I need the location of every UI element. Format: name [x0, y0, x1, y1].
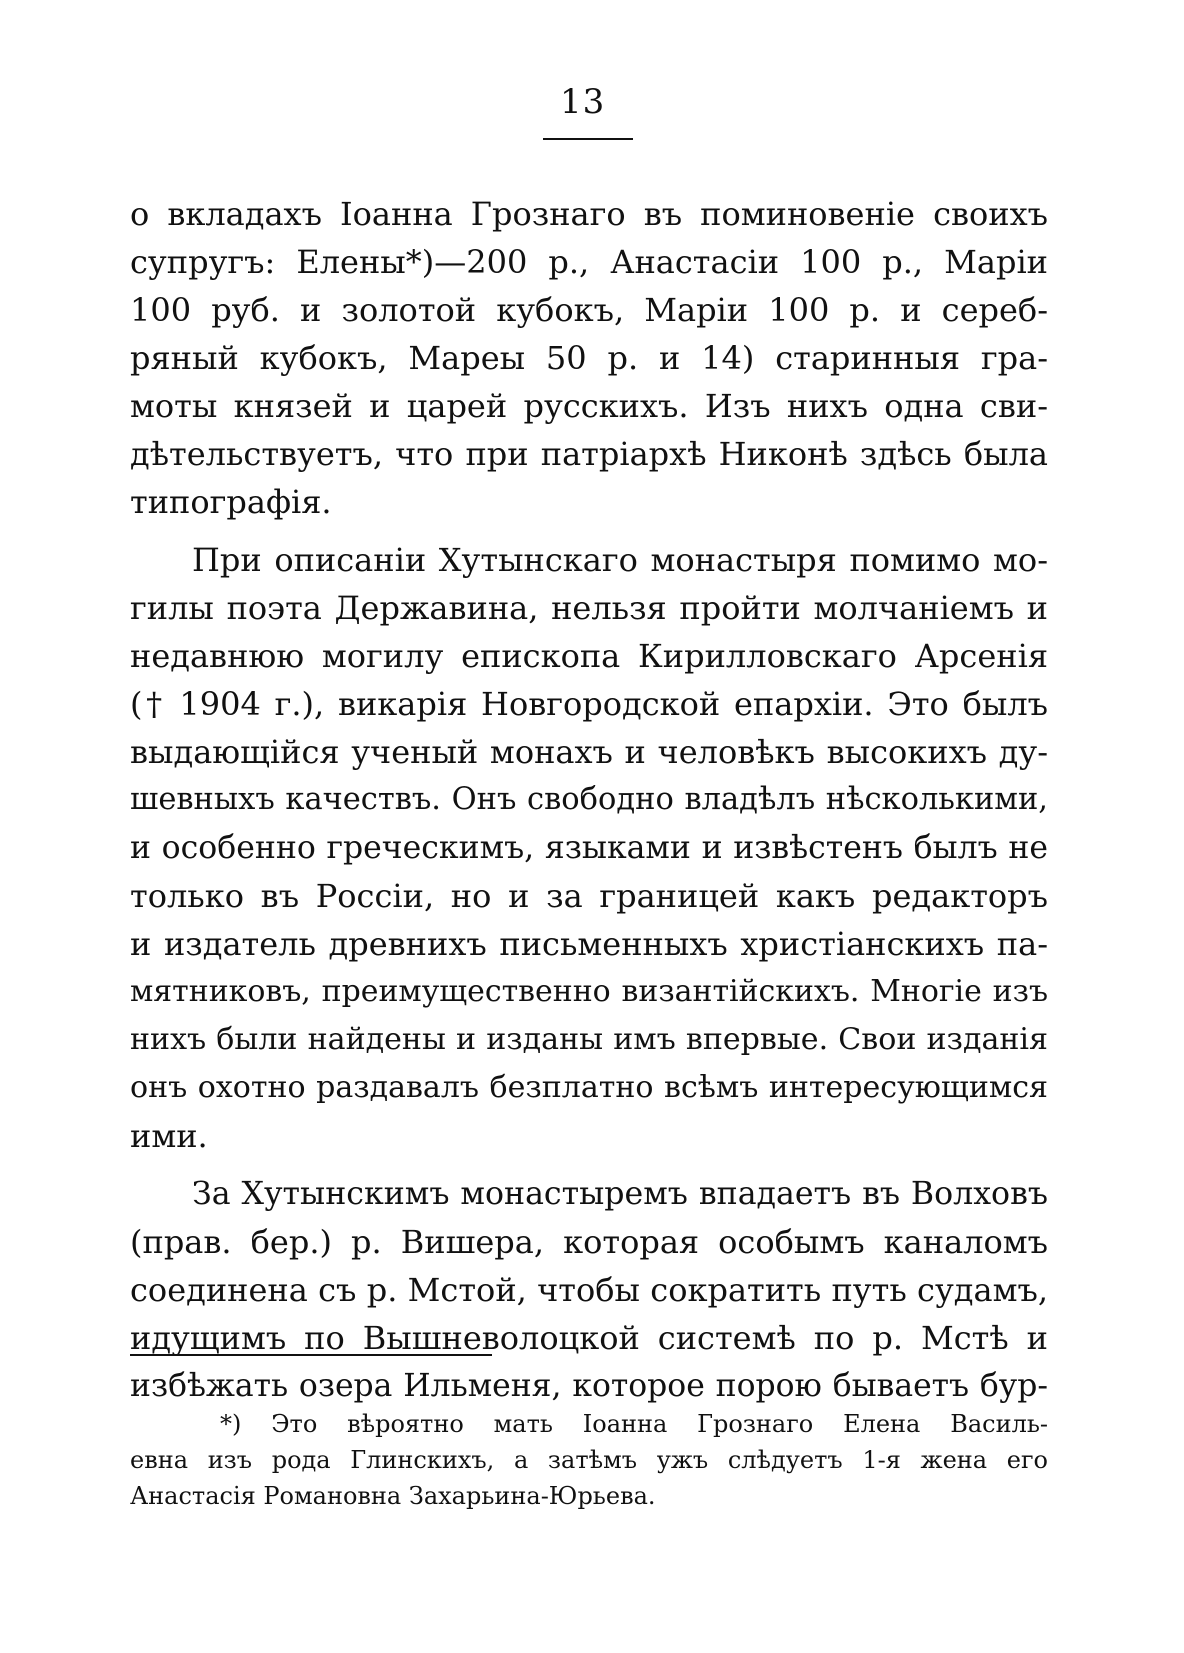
text-line: ими. — [130, 1117, 208, 1155]
text-line: недавнюю могилу епископа Кирилловскаго Арсенія — [130, 637, 1048, 675]
text-line: († 1904 г.), викарія Новгородской епархіи. Это былъ — [130, 685, 1048, 723]
text-line: 100 руб. и золотой кубокъ, Маріи 100 р. и сереб- — [130, 291, 1048, 329]
text-line: избѣжать озера Ильменя, которое порою бываетъ бур- — [130, 1368, 1048, 1404]
footnote-line: евна изъ рода Глинскихъ, а затѣмъ ужъ слѣдуетъ 1-я жена его — [130, 1446, 1048, 1474]
text-line: о вкладахъ Іоанна Грознаго въ поминовеніе своихъ — [130, 195, 1048, 233]
page-number: 13 — [560, 82, 606, 122]
text-line: нихъ были найдены и изданы имъ впервые. Свои изданія — [130, 1022, 1048, 1057]
paragraph-gap — [130, 526, 1048, 536]
text-line: онъ охотно раздавалъ безплатно всѣмъ интересующимся — [130, 1070, 1048, 1105]
text-line: только въ Россіи, но и за границей какъ редакторъ — [130, 877, 1048, 915]
text-line: (прав. бер.) р. Вишера, которая особымъ каналомъ — [130, 1223, 1048, 1261]
text-line: ряный кубокъ, Мареы 50 р. и 14) старинныя гра- — [130, 339, 1048, 377]
text-line: соединена съ р. Мстой, чтобы сократить путь судамъ, — [130, 1271, 1048, 1309]
text-line: моты князей и царей русскихъ. Изъ нихъ одна сви- — [130, 387, 1048, 425]
text-line: шевныхъ качествъ. Онъ свободно владѣлъ нѣсколькими, — [130, 782, 1048, 817]
paragraph-gap — [130, 1160, 1048, 1170]
page-number-rule — [543, 138, 633, 140]
text-line: выдающійся ученый монахъ и человѣкъ высокихъ ду- — [130, 733, 1048, 771]
text-line: мятниковъ, преимущественно византійскихъ. Многіе изъ — [130, 974, 1048, 1009]
footnote-line: *) Это вѣроятно мать Іоанна Грознаго Елена Василь- — [220, 1410, 1048, 1438]
footnote-line: Анастасія Романовна Захарьина-Юрьева. — [130, 1482, 656, 1510]
text-line: и издатель древнихъ письменныхъ христіанскихъ па- — [130, 925, 1048, 963]
text-line: дѣтельствуетъ, что при патріархѣ Никонѣ здѣсь была — [130, 435, 1048, 473]
text-line: типографія. — [130, 483, 332, 521]
text-line: При описаніи Хутынскаго монастыря помимо мо- — [192, 541, 1048, 579]
footnote-rule — [130, 1354, 492, 1356]
body-text — [130, 190, 1048, 1410]
text-line: гилы поэта Державина, нельзя пройти молчаніемъ и — [130, 589, 1048, 627]
text-line: супругъ: Елены*)—200 р., Анастасіи 100 р., Маріи — [130, 243, 1048, 281]
text-line: и особенно греческимъ, языками и извѣстенъ былъ не — [130, 830, 1048, 866]
text-line: За Хутынскимъ монастыремъ впадаетъ въ Волховъ — [192, 1176, 1048, 1212]
footnote — [130, 1406, 1048, 1514]
text-line: идущимъ по Вышневолоцкой системѣ по р. Мстѣ и — [130, 1319, 1048, 1357]
